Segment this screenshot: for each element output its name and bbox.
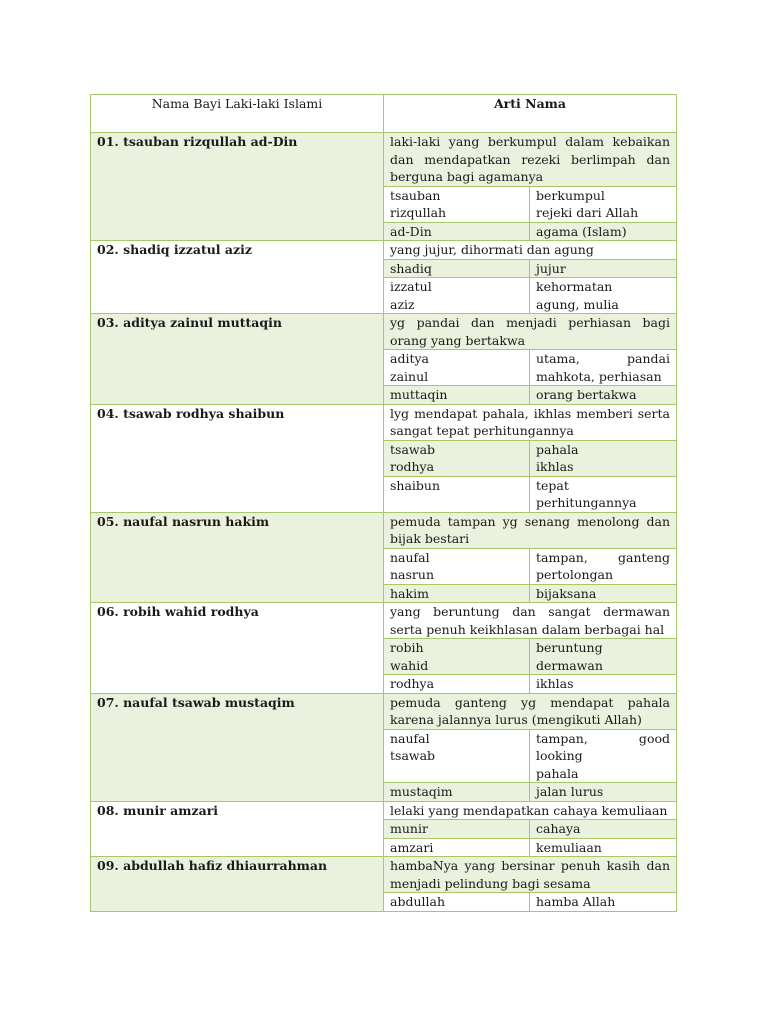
word-cell — [384, 675, 530, 693]
word-breakdown-table — [384, 349, 676, 404]
word-text: munir — [390, 821, 428, 836]
word-breakdown-table — [384, 259, 676, 314]
word-meaning-cell — [530, 675, 677, 693]
baby-name-cell: 09. abdullah hafiz dhiaurrahman — [91, 857, 384, 912]
word-meaning-text: hamba Allah — [536, 894, 616, 909]
word-meaning-text: tepat perhitungannya — [536, 477, 637, 510]
table-header-row — [91, 95, 677, 133]
word-breakdown-row — [384, 186, 676, 222]
baby-name-cell: 05. naufal nasrun hakim — [91, 512, 384, 603]
word-text: aditya — [390, 351, 429, 366]
word-meaning-cell — [530, 548, 677, 584]
word-text: aziz — [390, 296, 415, 312]
meaning-cell — [384, 314, 677, 405]
word-breakdown-table — [384, 638, 676, 693]
word-text: naufal — [390, 730, 430, 746]
word-text: rodhya — [390, 459, 435, 474]
table-body — [91, 133, 677, 912]
meaning-description: laki-laki yang berkumpul dalam kebaikan dan mendapatkan rezeki berlimpah dan berguna bagi agamanya — [384, 133, 676, 186]
meaning-cell — [384, 241, 677, 314]
meaning-description: lyg mendapat pahala, ikhlas memberi serta sangat tepat perhitungannya — [384, 405, 676, 440]
word-text: rodhya — [390, 676, 435, 691]
word-text: ad-Din — [390, 223, 432, 239]
word-meaning-cell — [530, 278, 677, 314]
baby-name-cell: 04. tsawab rodhya shaibun — [91, 404, 384, 512]
table-row — [91, 512, 677, 603]
word-cell — [384, 350, 530, 386]
word-breakdown-row — [384, 838, 676, 856]
header-meaning-column: Arti Nama — [384, 95, 677, 133]
word-meaning-text: cahaya — [536, 821, 581, 836]
word-meaning-text: mahkota, perhiasan — [536, 368, 662, 384]
baby-names-table — [90, 94, 677, 912]
table-row — [91, 241, 677, 314]
baby-name-cell: 03. aditya zainul muttaqin — [91, 314, 384, 405]
word-meaning-text: ikhlas — [536, 676, 574, 691]
word-cell — [384, 548, 530, 584]
meaning-cell — [384, 857, 677, 912]
meaning-description: yang jujur, dihormati dan agung — [384, 241, 676, 259]
meaning-cell — [384, 603, 677, 694]
word-breakdown-row — [384, 783, 676, 801]
word-cell — [384, 729, 530, 783]
word-text: hakim — [390, 585, 429, 601]
word-cell — [384, 440, 530, 476]
header-name-column: Nama Bayi Laki-laki Islami — [91, 95, 384, 133]
word-cell — [384, 386, 530, 404]
word-breakdown-row — [384, 548, 676, 584]
meaning-cell — [384, 404, 677, 512]
baby-name-cell: 08. munir amzari — [91, 801, 384, 857]
word-text: zainul — [390, 368, 429, 384]
word-cell — [384, 222, 530, 240]
word-text: tsawab — [390, 748, 436, 763]
word-meaning-text: tampan, ganteng — [536, 549, 670, 565]
word-meaning-cell — [530, 729, 677, 783]
word-meaning-text: jujur — [536, 260, 566, 276]
word-breakdown-table — [384, 892, 676, 911]
word-meaning-text: beruntung — [536, 640, 603, 655]
word-meaning-text: rejeki dari Allah — [536, 205, 639, 220]
word-meaning-cell — [530, 783, 677, 801]
word-breakdown-row — [384, 476, 676, 512]
word-cell — [384, 476, 530, 512]
word-meaning-cell — [530, 222, 677, 240]
baby-name-cell: 07. naufal tsawab mustaqim — [91, 693, 384, 801]
meaning-cell — [384, 801, 677, 857]
word-text: muttaqin — [390, 387, 448, 402]
word-breakdown-table — [384, 186, 676, 241]
word-meaning-text: berkumpul — [536, 187, 605, 203]
meaning-description: pemuda ganteng yg mendapat pahala karena jalannya lurus (mengikuti Allah) — [384, 694, 676, 729]
table-row — [91, 314, 677, 405]
word-text: nasrun — [390, 567, 434, 582]
word-cell — [384, 820, 530, 839]
word-meaning-text: kemuliaan — [536, 839, 602, 855]
word-meaning-text: pahala — [536, 765, 579, 781]
word-meaning-text: agung, mulia — [536, 296, 619, 312]
word-text: rizqullah — [390, 205, 447, 220]
table-row — [91, 693, 677, 801]
baby-name-cell: 01. tsauban rizqullah ad-Din — [91, 133, 384, 241]
word-breakdown-row — [384, 259, 676, 278]
word-cell — [384, 584, 530, 602]
meaning-cell — [384, 512, 677, 603]
word-meaning-text: bijaksana — [536, 585, 597, 601]
word-meaning-text: jalan lurus — [536, 784, 604, 799]
word-meaning-text: pahala — [536, 441, 579, 457]
word-meaning-text: pertolongan — [536, 567, 614, 582]
word-breakdown-row — [384, 350, 676, 386]
word-meaning-cell — [530, 893, 677, 911]
word-meaning-text: orang bertakwa — [536, 387, 637, 402]
word-cell — [384, 893, 530, 911]
word-breakdown-row — [384, 729, 676, 783]
meaning-description: yang beruntung dan sangat dermawan serta penuh keikhlasan dalam berbagai hal — [384, 603, 676, 638]
word-meaning-cell — [530, 386, 677, 404]
word-text: robih — [390, 640, 424, 655]
word-breakdown-row — [384, 386, 676, 404]
word-breakdown-table — [384, 729, 676, 801]
baby-name-cell: 02. shadiq izzatul aziz — [91, 241, 384, 314]
word-meaning-cell — [530, 639, 677, 675]
word-meaning-cell — [530, 186, 677, 222]
word-text: mustaqim — [390, 784, 453, 799]
word-cell — [384, 783, 530, 801]
word-meaning-cell — [530, 476, 677, 512]
word-text: wahid — [390, 657, 429, 673]
word-breakdown-row — [384, 440, 676, 476]
word-text: naufal — [390, 549, 430, 565]
word-meaning-text: dermawan — [536, 657, 603, 673]
word-meaning-cell — [530, 440, 677, 476]
word-breakdown-table — [384, 548, 676, 603]
word-breakdown-row — [384, 584, 676, 602]
word-breakdown-table — [384, 440, 676, 512]
baby-name-cell: 06. robih wahid rodhya — [91, 603, 384, 694]
word-breakdown-row — [384, 893, 676, 911]
word-meaning-cell — [530, 259, 677, 278]
meaning-cell — [384, 693, 677, 801]
word-cell — [384, 639, 530, 675]
table-row — [91, 801, 677, 857]
word-text: amzari — [390, 839, 434, 855]
meaning-description: hambaNya yang bersinar penuh kasih dan menjadi pelindung bagi sesama — [384, 857, 676, 892]
word-text: shadiq — [390, 260, 432, 276]
word-cell — [384, 259, 530, 278]
table-row — [91, 603, 677, 694]
word-meaning-cell — [530, 350, 677, 386]
word-text: izzatul — [390, 279, 432, 294]
meaning-description: lelaki yang mendapatkan cahaya kemuliaan — [384, 802, 676, 820]
word-meaning-cell — [530, 584, 677, 602]
word-breakdown-row — [384, 639, 676, 675]
word-text: tsawab — [390, 441, 436, 457]
word-cell — [384, 838, 530, 856]
word-meaning-text: kehormatan — [536, 279, 613, 294]
word-breakdown-row — [384, 278, 676, 314]
meaning-cell — [384, 133, 677, 241]
table-row — [91, 404, 677, 512]
word-text: shaibun — [390, 477, 441, 493]
word-breakdown-row — [384, 820, 676, 839]
word-breakdown-row — [384, 222, 676, 240]
word-meaning-text: utama, pandai — [536, 351, 670, 366]
word-meaning-cell — [530, 820, 677, 839]
word-meaning-text: tampan, good — [536, 730, 670, 746]
word-meaning-text: looking — [536, 748, 583, 763]
word-meaning-text: ikhlas — [536, 459, 574, 474]
word-breakdown-table — [384, 819, 676, 856]
word-cell — [384, 186, 530, 222]
table-row — [91, 133, 677, 241]
word-breakdown-row — [384, 675, 676, 693]
word-meaning-text: agama (Islam) — [536, 223, 627, 239]
meaning-description: pemuda tampan yg senang menolong dan bijak bestari — [384, 513, 676, 548]
word-meaning-cell — [530, 838, 677, 856]
word-text: abdullah — [390, 894, 446, 909]
meaning-description: yg pandai dan menjadi perhiasan bagi orang yang bertakwa — [384, 314, 676, 349]
word-cell — [384, 278, 530, 314]
word-text: tsauban — [390, 187, 441, 203]
table-row — [91, 857, 677, 912]
